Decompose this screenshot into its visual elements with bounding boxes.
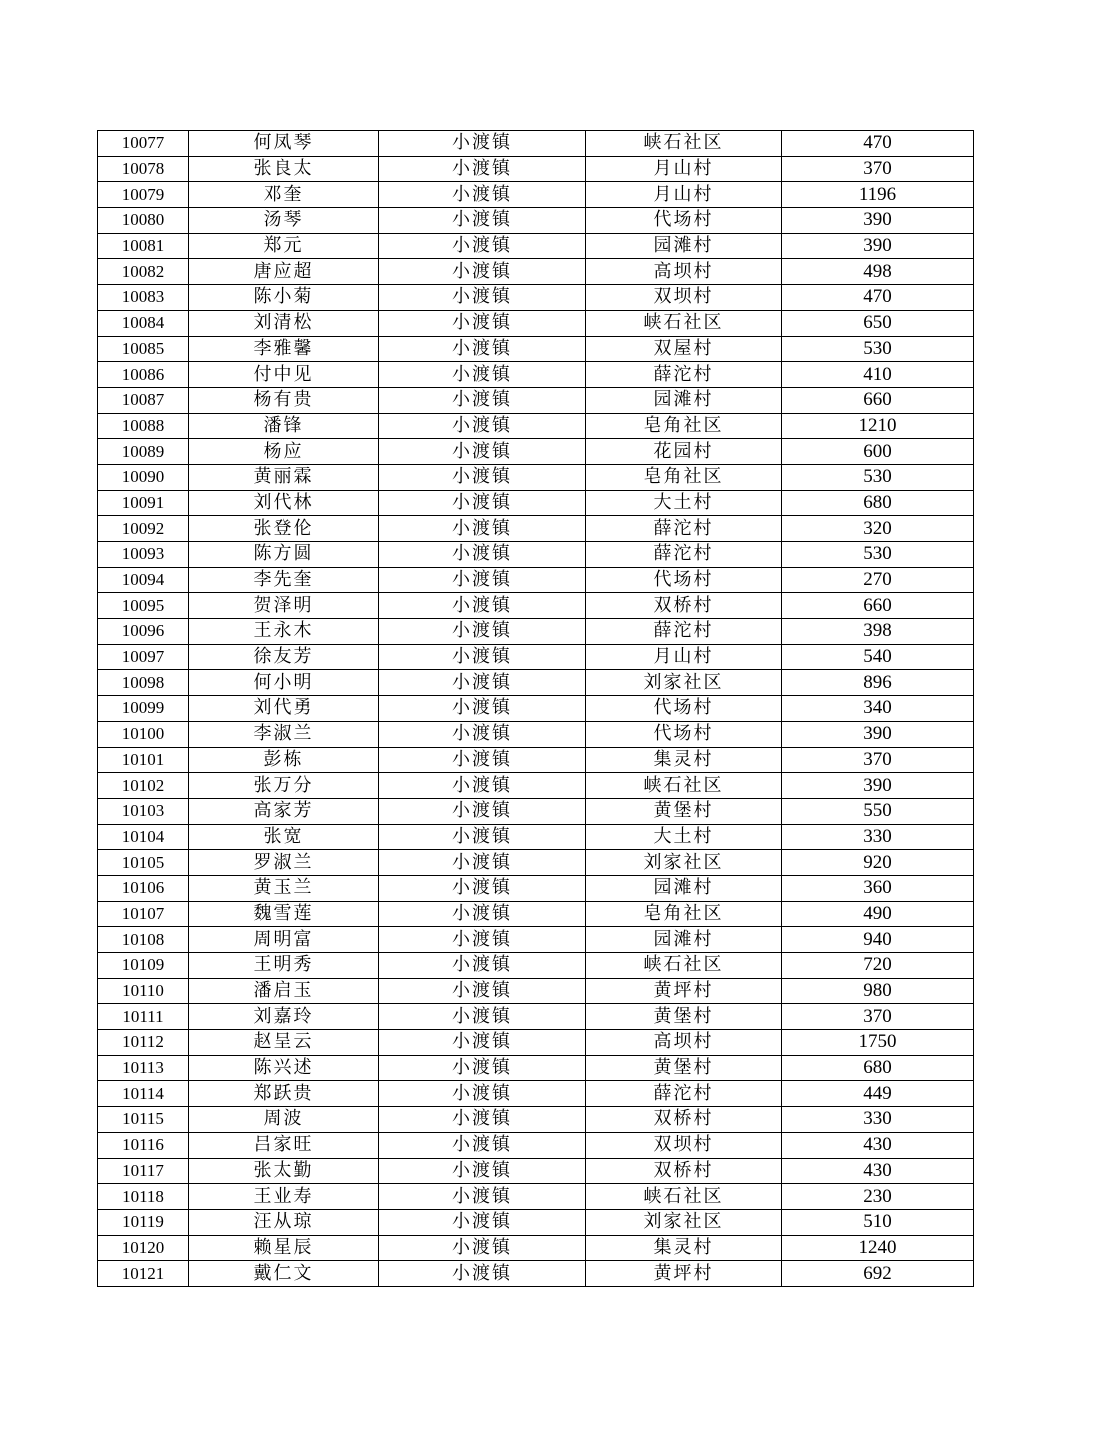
cell-id: 10081 [98, 233, 189, 259]
cell-town: 小渡镇 [379, 1184, 586, 1210]
cell-name: 周波 [189, 1107, 379, 1133]
cell-village: 黄堡村 [586, 1055, 782, 1081]
cell-name: 付中见 [189, 362, 379, 388]
table-row [98, 619, 974, 645]
cell-name: 张太勤 [189, 1158, 379, 1184]
table-row [98, 464, 974, 490]
cell-name: 王永木 [189, 619, 379, 645]
cell-amount: 340 [782, 696, 974, 722]
table-row [98, 387, 974, 413]
cell-amount: 490 [782, 901, 974, 927]
cell-id: 10114 [98, 1081, 189, 1107]
cell-town: 小渡镇 [379, 927, 586, 953]
table-row [98, 1107, 974, 1133]
cell-village: 薛沱村 [586, 1081, 782, 1107]
cell-town: 小渡镇 [379, 1107, 586, 1133]
cell-id: 10095 [98, 593, 189, 619]
table-row [98, 285, 974, 311]
cell-id: 10101 [98, 747, 189, 773]
table-row [98, 1030, 974, 1056]
cell-name: 张良太 [189, 156, 379, 182]
cell-amount: 660 [782, 387, 974, 413]
cell-town: 小渡镇 [379, 208, 586, 234]
cell-town: 小渡镇 [379, 747, 586, 773]
cell-amount: 320 [782, 516, 974, 542]
cell-amount: 390 [782, 208, 974, 234]
cell-amount: 650 [782, 310, 974, 336]
cell-village: 刘家社区 [586, 850, 782, 876]
cell-name: 杨应 [189, 439, 379, 465]
cell-amount: 680 [782, 1055, 974, 1081]
cell-name: 黄玉兰 [189, 875, 379, 901]
cell-id: 10120 [98, 1235, 189, 1261]
cell-amount: 720 [782, 953, 974, 979]
cell-amount: 540 [782, 644, 974, 670]
cell-amount: 692 [782, 1261, 974, 1287]
cell-id: 10083 [98, 285, 189, 311]
cell-id: 10097 [98, 644, 189, 670]
cell-village: 刘家社区 [586, 670, 782, 696]
cell-id: 10100 [98, 721, 189, 747]
cell-name: 陈兴述 [189, 1055, 379, 1081]
cell-town: 小渡镇 [379, 1030, 586, 1056]
cell-amount: 230 [782, 1184, 974, 1210]
cell-amount: 370 [782, 156, 974, 182]
cell-amount: 680 [782, 490, 974, 516]
table-row [98, 1004, 974, 1030]
cell-name: 张宽 [189, 824, 379, 850]
cell-village: 峡石社区 [586, 131, 782, 157]
cell-amount: 390 [782, 773, 974, 799]
cell-village: 集灵村 [586, 747, 782, 773]
cell-amount: 330 [782, 824, 974, 850]
cell-town: 小渡镇 [379, 131, 586, 157]
cell-amount: 330 [782, 1107, 974, 1133]
table-row [98, 490, 974, 516]
cell-village: 代场村 [586, 567, 782, 593]
roster-table [97, 130, 974, 1287]
cell-town: 小渡镇 [379, 901, 586, 927]
cell-id: 10085 [98, 336, 189, 362]
cell-town: 小渡镇 [379, 978, 586, 1004]
cell-id: 10109 [98, 953, 189, 979]
cell-village: 峡石社区 [586, 953, 782, 979]
cell-name: 李雅馨 [189, 336, 379, 362]
table-row [98, 1132, 974, 1158]
cell-amount: 470 [782, 285, 974, 311]
cell-town: 小渡镇 [379, 1055, 586, 1081]
table-row [98, 310, 974, 336]
cell-village: 园滩村 [586, 927, 782, 953]
cell-name: 何小明 [189, 670, 379, 696]
cell-town: 小渡镇 [379, 875, 586, 901]
cell-amount: 920 [782, 850, 974, 876]
cell-name: 刘清松 [189, 310, 379, 336]
table-row [98, 670, 974, 696]
cell-name: 陈小菊 [189, 285, 379, 311]
cell-amount: 430 [782, 1158, 974, 1184]
cell-amount: 600 [782, 439, 974, 465]
cell-amount: 270 [782, 567, 974, 593]
cell-village: 峡石社区 [586, 1184, 782, 1210]
cell-village: 大土村 [586, 490, 782, 516]
cell-amount: 470 [782, 131, 974, 157]
cell-village: 双屋村 [586, 336, 782, 362]
cell-name: 吕家旺 [189, 1132, 379, 1158]
cell-village: 月山村 [586, 644, 782, 670]
table-row [98, 413, 974, 439]
cell-id: 10087 [98, 387, 189, 413]
cell-name: 张登伦 [189, 516, 379, 542]
table-row [98, 1081, 974, 1107]
cell-village: 薛沱村 [586, 516, 782, 542]
cell-name: 刘代勇 [189, 696, 379, 722]
cell-town: 小渡镇 [379, 464, 586, 490]
table-row [98, 542, 974, 568]
table-row [98, 644, 974, 670]
cell-amount: 510 [782, 1209, 974, 1235]
cell-town: 小渡镇 [379, 1132, 586, 1158]
cell-town: 小渡镇 [379, 1158, 586, 1184]
cell-village: 黄堡村 [586, 798, 782, 824]
table-row [98, 1235, 974, 1261]
cell-name: 潘启玉 [189, 978, 379, 1004]
table-row [98, 567, 974, 593]
cell-town: 小渡镇 [379, 439, 586, 465]
table-row [98, 953, 974, 979]
cell-town: 小渡镇 [379, 310, 586, 336]
cell-village: 代场村 [586, 721, 782, 747]
cell-id: 10118 [98, 1184, 189, 1210]
cell-amount: 398 [782, 619, 974, 645]
cell-name: 邓奎 [189, 182, 379, 208]
cell-village: 月山村 [586, 182, 782, 208]
cell-id: 10103 [98, 798, 189, 824]
cell-town: 小渡镇 [379, 696, 586, 722]
cell-village: 园滩村 [586, 233, 782, 259]
cell-town: 小渡镇 [379, 542, 586, 568]
cell-name: 潘锋 [189, 413, 379, 439]
cell-name: 戴仁文 [189, 1261, 379, 1287]
cell-id: 10111 [98, 1004, 189, 1030]
cell-name: 何凤琴 [189, 131, 379, 157]
cell-town: 小渡镇 [379, 1081, 586, 1107]
cell-id: 10077 [98, 131, 189, 157]
cell-id: 10078 [98, 156, 189, 182]
cell-town: 小渡镇 [379, 953, 586, 979]
cell-amount: 530 [782, 336, 974, 362]
cell-town: 小渡镇 [379, 387, 586, 413]
cell-town: 小渡镇 [379, 182, 586, 208]
cell-town: 小渡镇 [379, 798, 586, 824]
cell-amount: 430 [782, 1132, 974, 1158]
cell-village: 黄坪村 [586, 978, 782, 1004]
cell-name: 张万分 [189, 773, 379, 799]
cell-town: 小渡镇 [379, 644, 586, 670]
cell-name: 魏雪莲 [189, 901, 379, 927]
cell-village: 双桥村 [586, 593, 782, 619]
cell-town: 小渡镇 [379, 1209, 586, 1235]
cell-id: 10110 [98, 978, 189, 1004]
cell-village: 双桥村 [586, 1158, 782, 1184]
cell-name: 罗淑兰 [189, 850, 379, 876]
cell-town: 小渡镇 [379, 1004, 586, 1030]
cell-amount: 1196 [782, 182, 974, 208]
table-row [98, 1184, 974, 1210]
cell-id: 10121 [98, 1261, 189, 1287]
table-row [98, 131, 974, 157]
cell-id: 10092 [98, 516, 189, 542]
cell-amount: 980 [782, 978, 974, 1004]
table-row [98, 439, 974, 465]
cell-amount: 530 [782, 464, 974, 490]
cell-amount: 449 [782, 1081, 974, 1107]
cell-name: 王明秀 [189, 953, 379, 979]
cell-name: 黄丽霖 [189, 464, 379, 490]
cell-id: 10099 [98, 696, 189, 722]
cell-town: 小渡镇 [379, 259, 586, 285]
cell-id: 10091 [98, 490, 189, 516]
cell-name: 汤琴 [189, 208, 379, 234]
cell-amount: 410 [782, 362, 974, 388]
cell-village: 双桥村 [586, 1107, 782, 1133]
cell-id: 10104 [98, 824, 189, 850]
cell-amount: 896 [782, 670, 974, 696]
cell-village: 薛沱村 [586, 542, 782, 568]
table-row [98, 1158, 974, 1184]
cell-name: 汪从琼 [189, 1209, 379, 1235]
cell-id: 10096 [98, 619, 189, 645]
table-row [98, 208, 974, 234]
cell-village: 集灵村 [586, 1235, 782, 1261]
cell-town: 小渡镇 [379, 593, 586, 619]
cell-id: 10079 [98, 182, 189, 208]
cell-town: 小渡镇 [379, 362, 586, 388]
cell-village: 皂角社区 [586, 464, 782, 490]
cell-name: 王业寿 [189, 1184, 379, 1210]
cell-amount: 660 [782, 593, 974, 619]
cell-name: 赵呈云 [189, 1030, 379, 1056]
cell-amount: 1240 [782, 1235, 974, 1261]
cell-name: 刘嘉玲 [189, 1004, 379, 1030]
cell-village: 代场村 [586, 208, 782, 234]
cell-town: 小渡镇 [379, 619, 586, 645]
cell-name: 李淑兰 [189, 721, 379, 747]
cell-id: 10108 [98, 927, 189, 953]
cell-town: 小渡镇 [379, 773, 586, 799]
cell-town: 小渡镇 [379, 516, 586, 542]
cell-name: 彭栋 [189, 747, 379, 773]
cell-id: 10107 [98, 901, 189, 927]
cell-town: 小渡镇 [379, 413, 586, 439]
table-row [98, 850, 974, 876]
cell-amount: 1750 [782, 1030, 974, 1056]
cell-name: 刘代林 [189, 490, 379, 516]
table-row [98, 927, 974, 953]
table-row [98, 901, 974, 927]
cell-name: 杨有贵 [189, 387, 379, 413]
cell-village: 刘家社区 [586, 1209, 782, 1235]
table-row [98, 233, 974, 259]
cell-name: 唐应超 [189, 259, 379, 285]
table-row [98, 593, 974, 619]
cell-name: 赖星辰 [189, 1235, 379, 1261]
cell-village: 黄堡村 [586, 1004, 782, 1030]
cell-village: 园滩村 [586, 387, 782, 413]
cell-amount: 498 [782, 259, 974, 285]
table-row [98, 773, 974, 799]
cell-name: 李先奎 [189, 567, 379, 593]
table-row [98, 1055, 974, 1081]
cell-id: 10086 [98, 362, 189, 388]
cell-id: 10088 [98, 413, 189, 439]
cell-village: 高坝村 [586, 1030, 782, 1056]
table-row [98, 259, 974, 285]
cell-name: 郑跃贵 [189, 1081, 379, 1107]
cell-village: 大土村 [586, 824, 782, 850]
table-row [98, 156, 974, 182]
cell-village: 双坝村 [586, 1132, 782, 1158]
cell-town: 小渡镇 [379, 490, 586, 516]
cell-id: 10117 [98, 1158, 189, 1184]
table-row [98, 182, 974, 208]
cell-id: 10082 [98, 259, 189, 285]
cell-name: 陈方圆 [189, 542, 379, 568]
roster-table-body [98, 131, 974, 1287]
table-row [98, 362, 974, 388]
cell-village: 峡石社区 [586, 773, 782, 799]
cell-town: 小渡镇 [379, 336, 586, 362]
cell-village: 双坝村 [586, 285, 782, 311]
table-row [98, 336, 974, 362]
cell-village: 代场村 [586, 696, 782, 722]
cell-village: 高坝村 [586, 259, 782, 285]
cell-id: 10102 [98, 773, 189, 799]
cell-town: 小渡镇 [379, 850, 586, 876]
table-row [98, 798, 974, 824]
cell-village: 峡石社区 [586, 310, 782, 336]
cell-name: 徐友芳 [189, 644, 379, 670]
cell-amount: 390 [782, 721, 974, 747]
cell-town: 小渡镇 [379, 824, 586, 850]
cell-town: 小渡镇 [379, 721, 586, 747]
cell-id: 10090 [98, 464, 189, 490]
cell-id: 10084 [98, 310, 189, 336]
cell-village: 月山村 [586, 156, 782, 182]
cell-id: 10094 [98, 567, 189, 593]
table-row [98, 824, 974, 850]
cell-id: 10112 [98, 1030, 189, 1056]
cell-amount: 370 [782, 1004, 974, 1030]
table-row [98, 1261, 974, 1287]
table-row [98, 875, 974, 901]
cell-amount: 530 [782, 542, 974, 568]
cell-town: 小渡镇 [379, 567, 586, 593]
table-row [98, 516, 974, 542]
cell-id: 10098 [98, 670, 189, 696]
cell-village: 皂角社区 [586, 413, 782, 439]
cell-village: 皂角社区 [586, 901, 782, 927]
table-row [98, 721, 974, 747]
cell-town: 小渡镇 [379, 233, 586, 259]
cell-id: 10106 [98, 875, 189, 901]
cell-id: 10116 [98, 1132, 189, 1158]
table-row [98, 696, 974, 722]
cell-amount: 940 [782, 927, 974, 953]
cell-amount: 1210 [782, 413, 974, 439]
cell-amount: 550 [782, 798, 974, 824]
cell-amount: 360 [782, 875, 974, 901]
cell-town: 小渡镇 [379, 670, 586, 696]
table-row [98, 1209, 974, 1235]
cell-village: 黄坪村 [586, 1261, 782, 1287]
cell-village: 薛沱村 [586, 619, 782, 645]
cell-id: 10089 [98, 439, 189, 465]
cell-town: 小渡镇 [379, 156, 586, 182]
cell-id: 10115 [98, 1107, 189, 1133]
cell-village: 园滩村 [586, 875, 782, 901]
cell-village: 花园村 [586, 439, 782, 465]
cell-id: 10119 [98, 1209, 189, 1235]
cell-id: 10113 [98, 1055, 189, 1081]
cell-amount: 390 [782, 233, 974, 259]
cell-name: 郑元 [189, 233, 379, 259]
cell-town: 小渡镇 [379, 285, 586, 311]
cell-id: 10080 [98, 208, 189, 234]
cell-name: 周明富 [189, 927, 379, 953]
cell-id: 10105 [98, 850, 189, 876]
cell-amount: 370 [782, 747, 974, 773]
cell-name: 贺泽明 [189, 593, 379, 619]
cell-town: 小渡镇 [379, 1235, 586, 1261]
cell-village: 薛沱村 [586, 362, 782, 388]
cell-town: 小渡镇 [379, 1261, 586, 1287]
table-row [98, 747, 974, 773]
cell-name: 高家芳 [189, 798, 379, 824]
table-row [98, 978, 974, 1004]
cell-id: 10093 [98, 542, 189, 568]
